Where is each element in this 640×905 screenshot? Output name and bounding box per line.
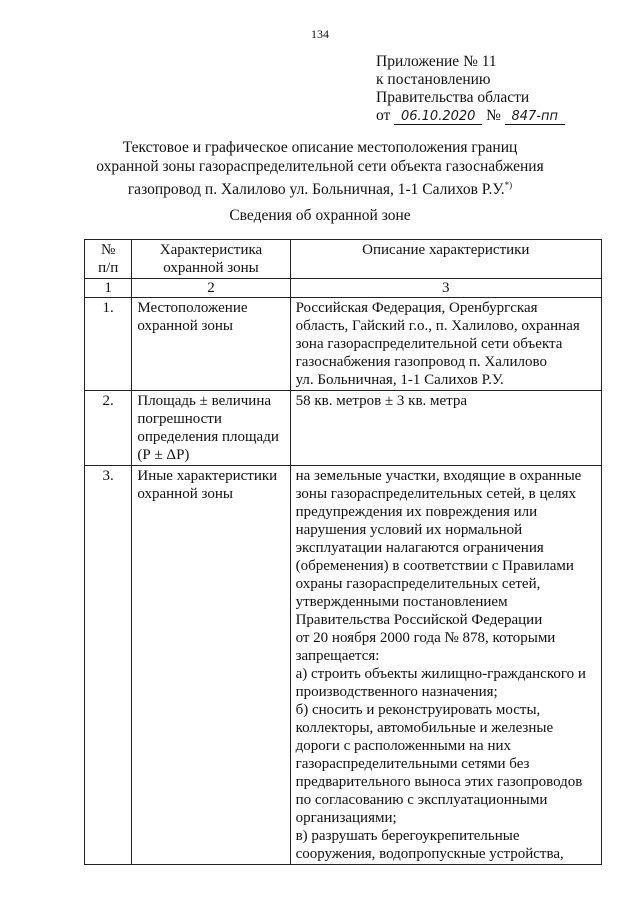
description-line: предварительного выноса этих газопроводов bbox=[295, 774, 583, 790]
column-number-1: 1 bbox=[85, 279, 132, 298]
title-line-3-text: газопровод п. Халилово ул. Больничная, 1-1 Салихов Р.У. bbox=[127, 181, 505, 199]
appendix-block bbox=[376, 53, 565, 125]
column-number-row bbox=[85, 279, 602, 298]
characteristic-line: Иные характеристики bbox=[137, 468, 278, 484]
zone-table bbox=[84, 239, 602, 865]
appendix-line-1: Приложение № 11 bbox=[376, 53, 497, 70]
description-line: производственного назначения; bbox=[295, 684, 498, 700]
description-line: (обременения) в соответствии с Правилами bbox=[295, 558, 574, 574]
table-row bbox=[85, 466, 602, 865]
description-line: организациями; bbox=[295, 810, 397, 826]
header-number-line-2: п/п bbox=[98, 260, 119, 276]
description-line: охраны газораспределительных сетей, bbox=[295, 576, 541, 592]
title-line-2: охранной зоны газораспределительной сети объекта газоснабжения bbox=[96, 158, 544, 175]
characteristic-line: охранной зоны bbox=[137, 318, 233, 334]
header-description bbox=[290, 240, 601, 279]
description-line: Российская Федерация, Оренбургская bbox=[295, 300, 538, 316]
description-line: предупреждения их повреждения или bbox=[295, 504, 538, 520]
header-characteristic bbox=[132, 240, 290, 279]
characteristic-line: охранной зоны bbox=[137, 486, 233, 502]
row-number: 1. bbox=[85, 298, 132, 391]
appendix-line-3: Правительства области bbox=[376, 89, 530, 106]
title-line-1: Текстовое и графическое описание местоположения границ bbox=[122, 139, 518, 156]
characteristic-line: погрешности bbox=[137, 411, 222, 427]
description-line: 58 кв. метров ± 3 кв. метра bbox=[295, 393, 468, 409]
description-line: газораспределительными сетями без bbox=[295, 756, 530, 772]
description-line: газоснабжения газопровод п. Халилово bbox=[295, 354, 547, 370]
header-description-line-1: Описание характеристики bbox=[362, 242, 530, 258]
description-line: область, Гайский г.о., п. Халилово, охранная bbox=[295, 318, 580, 334]
number-prefix: № bbox=[486, 107, 501, 124]
document-title bbox=[60, 138, 580, 199]
appendix-line-2: к постановлению bbox=[376, 71, 491, 88]
description-line: б) сносить и реконструировать мосты, bbox=[295, 702, 541, 718]
row-description bbox=[290, 298, 601, 391]
description-line: от 20 ноября 2000 года № 878, которыми bbox=[295, 630, 556, 646]
description-line: ул. Больничная, 1-1 Салихов Р.У. bbox=[295, 372, 504, 388]
description-line: зоны газораспределительных сетей, в целях bbox=[295, 486, 577, 502]
column-number-3: 3 bbox=[290, 279, 601, 298]
description-line: а) строить объекты жилищно-гражданского и bbox=[295, 666, 586, 682]
description-line: дороги с расположенными на них bbox=[295, 738, 512, 754]
table-row bbox=[85, 298, 602, 391]
title-line-3 bbox=[60, 176, 580, 199]
description-line: эксплуатации налагаются ограничения bbox=[295, 540, 544, 556]
section-title: Сведения об охранной зоне bbox=[229, 207, 411, 224]
header-characteristic-line-1: Характеристика bbox=[159, 242, 263, 258]
description-line: утвержденными постановлением bbox=[295, 594, 508, 610]
description-line: по согласованию с эксплуатационными bbox=[295, 792, 548, 808]
row-number: 3. bbox=[85, 466, 132, 865]
header-number bbox=[85, 240, 132, 279]
characteristic-line: Площадь ± величина bbox=[137, 393, 272, 409]
header-number-line-1: № bbox=[101, 242, 116, 258]
description-line: в) разрушать берегоукрепительные bbox=[295, 828, 520, 844]
appendix-date-line bbox=[376, 107, 565, 125]
page-number: 134 bbox=[311, 27, 329, 41]
description-line: сооружения, водопропускные устройства, bbox=[295, 846, 564, 862]
characteristic-line: Местоположение bbox=[137, 300, 248, 316]
row-characteristic bbox=[132, 298, 290, 391]
row-description bbox=[290, 466, 601, 865]
description-line: зона газораспределительной сети объекта bbox=[295, 336, 563, 352]
row-description bbox=[290, 391, 601, 466]
row-number: 2. bbox=[85, 391, 132, 466]
description-line: коллекторы, автомобильные и железные bbox=[295, 720, 554, 736]
footnote-mark: *) bbox=[504, 180, 513, 190]
characteristic-line: определения площади bbox=[137, 429, 279, 445]
handwritten-number: 847-пп bbox=[505, 110, 565, 125]
characteristic-line: (Р ± ΔР) bbox=[137, 447, 190, 463]
table-row bbox=[85, 391, 602, 466]
description-line: нарушения условий их нормальной bbox=[295, 522, 523, 538]
date-prefix: от bbox=[376, 107, 391, 124]
handwritten-date: 06.10.2020 bbox=[394, 110, 482, 125]
header-characteristic-line-2: охранной зоны bbox=[163, 260, 259, 276]
description-line: Правительства Российской Федерации bbox=[295, 612, 543, 628]
column-number-2: 2 bbox=[132, 279, 290, 298]
description-line: запрещается: bbox=[295, 648, 380, 664]
description-line: на земельные участки, входящие в охранные bbox=[295, 468, 582, 484]
row-characteristic bbox=[132, 391, 290, 466]
table-header-row bbox=[85, 240, 602, 279]
row-characteristic bbox=[132, 466, 290, 865]
